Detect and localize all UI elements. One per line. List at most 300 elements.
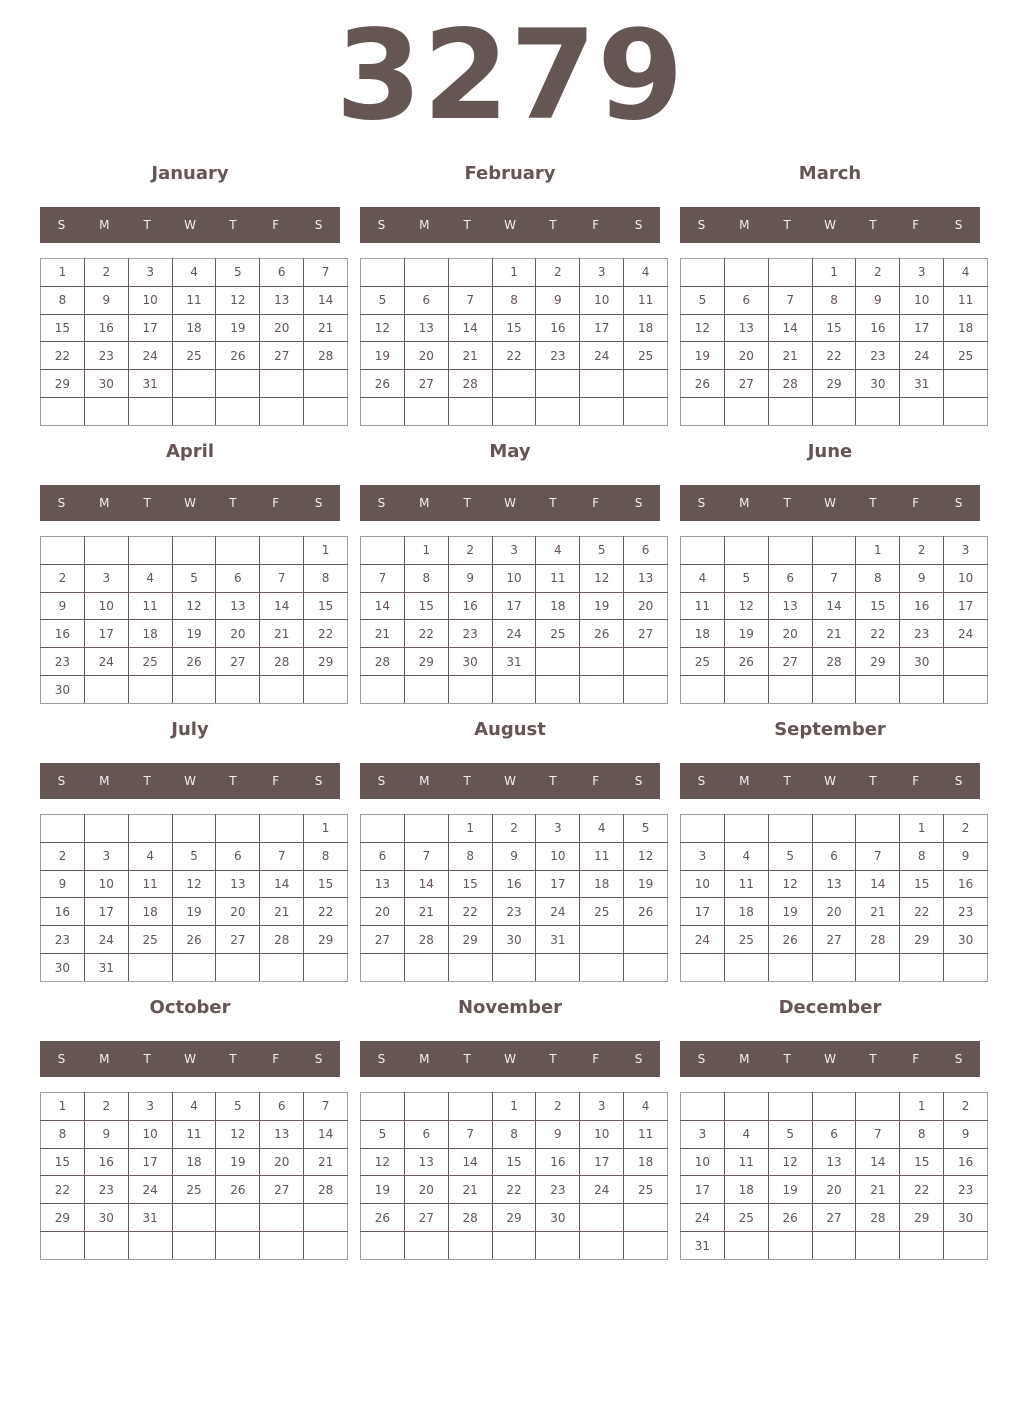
day-cell: 3 bbox=[128, 259, 172, 287]
day-cell: 7 bbox=[304, 259, 348, 287]
weekday-label: W bbox=[824, 496, 836, 510]
day-cell bbox=[856, 1232, 900, 1260]
weekday-header-bar bbox=[40, 763, 340, 799]
weekday-label: W bbox=[504, 774, 516, 788]
day-cell bbox=[724, 954, 768, 982]
day-cell: 3 bbox=[492, 537, 536, 565]
weekday-label: S bbox=[954, 496, 963, 510]
month-title: September bbox=[774, 719, 886, 740]
weekday-label: S bbox=[57, 1052, 66, 1066]
day-cell bbox=[41, 398, 85, 426]
day-cell: 26 bbox=[681, 370, 725, 398]
day-cell: 26 bbox=[768, 1204, 812, 1232]
day-cell bbox=[681, 954, 725, 982]
day-cell: 11 bbox=[681, 592, 725, 620]
day-cell: 17 bbox=[536, 870, 580, 898]
day-cell: 22 bbox=[41, 1176, 85, 1204]
day-cell bbox=[361, 398, 405, 426]
weekday-header-bar bbox=[40, 207, 340, 243]
day-cell: 4 bbox=[536, 537, 580, 565]
weekday-label: S bbox=[634, 496, 643, 510]
day-cell: 5 bbox=[580, 537, 624, 565]
day-cell: 12 bbox=[216, 1120, 260, 1148]
day-cell: 29 bbox=[900, 926, 944, 954]
day-cell: 7 bbox=[768, 286, 812, 314]
day-cell: 8 bbox=[448, 842, 492, 870]
day-cell bbox=[812, 398, 856, 426]
day-cell: 8 bbox=[856, 564, 900, 592]
day-cell: 22 bbox=[304, 620, 348, 648]
week-row bbox=[361, 1093, 668, 1121]
day-cell: 27 bbox=[216, 926, 260, 954]
day-cell: 21 bbox=[856, 898, 900, 926]
weekday-label: T bbox=[463, 218, 471, 232]
day-cell bbox=[681, 259, 725, 287]
weekday-label: T bbox=[869, 496, 877, 510]
day-cell bbox=[260, 398, 304, 426]
day-cell bbox=[260, 370, 304, 398]
day-cell: 31 bbox=[128, 370, 172, 398]
day-cell bbox=[536, 648, 580, 676]
day-cell: 24 bbox=[536, 898, 580, 926]
day-cell: 6 bbox=[216, 564, 260, 592]
day-cell: 29 bbox=[448, 926, 492, 954]
day-cell: 11 bbox=[944, 286, 988, 314]
weekday-label: S bbox=[57, 496, 66, 510]
day-cell: 5 bbox=[724, 564, 768, 592]
day-cell: 25 bbox=[580, 898, 624, 926]
weekday-label: F bbox=[912, 774, 920, 788]
day-cell: 25 bbox=[536, 620, 580, 648]
day-cell bbox=[856, 954, 900, 982]
day-grid bbox=[680, 1092, 988, 1260]
weekday-label: W bbox=[504, 1052, 516, 1066]
day-cell: 7 bbox=[260, 842, 304, 870]
weekday-label: W bbox=[824, 218, 836, 232]
day-cell bbox=[216, 1232, 260, 1260]
day-cell bbox=[900, 398, 944, 426]
day-cell: 30 bbox=[41, 676, 85, 704]
day-cell bbox=[624, 370, 668, 398]
day-cell bbox=[84, 815, 128, 843]
day-cell: 22 bbox=[448, 898, 492, 926]
day-cell: 14 bbox=[304, 286, 348, 314]
day-cell: 17 bbox=[900, 314, 944, 342]
day-cell: 10 bbox=[492, 564, 536, 592]
weekday-header-bar bbox=[360, 485, 660, 521]
day-cell: 10 bbox=[580, 1120, 624, 1148]
day-cell: 10 bbox=[580, 286, 624, 314]
day-cell: 29 bbox=[41, 370, 85, 398]
day-cell: 29 bbox=[856, 648, 900, 676]
weekday-label: T bbox=[463, 496, 471, 510]
day-cell bbox=[812, 1093, 856, 1121]
day-cell: 26 bbox=[580, 620, 624, 648]
day-cell bbox=[448, 398, 492, 426]
day-cell bbox=[536, 398, 580, 426]
weekday-label: W bbox=[184, 218, 196, 232]
day-cell: 16 bbox=[492, 870, 536, 898]
day-cell bbox=[172, 1204, 216, 1232]
day-cell: 20 bbox=[812, 1176, 856, 1204]
day-cell: 24 bbox=[944, 620, 988, 648]
day-cell: 11 bbox=[724, 870, 768, 898]
day-cell: 7 bbox=[856, 1120, 900, 1148]
weekday-label: S bbox=[697, 218, 706, 232]
day-cell: 15 bbox=[448, 870, 492, 898]
day-cell: 10 bbox=[536, 842, 580, 870]
day-cell: 25 bbox=[128, 926, 172, 954]
day-cell: 17 bbox=[681, 898, 725, 926]
day-cell bbox=[172, 537, 216, 565]
day-cell: 8 bbox=[900, 842, 944, 870]
day-cell: 5 bbox=[172, 842, 216, 870]
day-cell bbox=[944, 648, 988, 676]
day-cell: 15 bbox=[492, 314, 536, 342]
day-cell: 22 bbox=[492, 342, 536, 370]
week-row bbox=[361, 286, 668, 314]
day-cell: 16 bbox=[900, 592, 944, 620]
weekday-label: S bbox=[697, 774, 706, 788]
day-grid bbox=[360, 258, 668, 426]
day-cell: 5 bbox=[216, 259, 260, 287]
day-cell: 20 bbox=[260, 314, 304, 342]
day-cell: 20 bbox=[404, 1176, 448, 1204]
day-cell bbox=[216, 370, 260, 398]
day-cell: 18 bbox=[724, 898, 768, 926]
weekday-label: S bbox=[57, 774, 66, 788]
day-cell: 27 bbox=[361, 926, 405, 954]
week-row bbox=[681, 1120, 988, 1148]
weekday-label: T bbox=[143, 218, 151, 232]
day-cell: 25 bbox=[172, 342, 216, 370]
day-cell bbox=[216, 398, 260, 426]
day-cell bbox=[681, 398, 725, 426]
day-cell: 30 bbox=[41, 954, 85, 982]
day-cell: 21 bbox=[856, 1176, 900, 1204]
weekday-label: T bbox=[229, 774, 237, 788]
day-cell: 3 bbox=[944, 537, 988, 565]
day-cell: 3 bbox=[128, 1093, 172, 1121]
day-cell: 22 bbox=[41, 342, 85, 370]
weekday-label: W bbox=[824, 774, 836, 788]
weekday-label: S bbox=[954, 1052, 963, 1066]
week-row bbox=[361, 1176, 668, 1204]
day-cell: 19 bbox=[624, 870, 668, 898]
day-cell: 24 bbox=[900, 342, 944, 370]
day-cell: 14 bbox=[768, 314, 812, 342]
day-cell: 21 bbox=[768, 342, 812, 370]
weekday-label: S bbox=[57, 218, 66, 232]
day-cell bbox=[404, 398, 448, 426]
day-cell: 6 bbox=[260, 259, 304, 287]
day-cell bbox=[404, 1232, 448, 1260]
day-cell: 1 bbox=[304, 537, 348, 565]
day-cell: 24 bbox=[84, 926, 128, 954]
day-cell bbox=[84, 537, 128, 565]
week-row bbox=[41, 1232, 348, 1260]
day-cell: 25 bbox=[944, 342, 988, 370]
day-cell bbox=[260, 537, 304, 565]
weekday-label: M bbox=[419, 1052, 430, 1066]
weekday-header-bar bbox=[360, 1041, 660, 1077]
day-cell: 5 bbox=[172, 564, 216, 592]
weekday-label: F bbox=[272, 218, 280, 232]
week-row bbox=[41, 954, 348, 982]
day-cell: 4 bbox=[172, 1093, 216, 1121]
day-cell: 4 bbox=[724, 842, 768, 870]
week-row bbox=[361, 370, 668, 398]
day-cell: 21 bbox=[260, 898, 304, 926]
day-cell: 13 bbox=[812, 870, 856, 898]
day-cell: 21 bbox=[304, 1148, 348, 1176]
day-cell bbox=[681, 676, 725, 704]
day-cell: 9 bbox=[536, 1120, 580, 1148]
week-row bbox=[41, 926, 348, 954]
day-cell: 17 bbox=[681, 1176, 725, 1204]
day-cell: 8 bbox=[900, 1120, 944, 1148]
day-cell: 4 bbox=[128, 842, 172, 870]
day-cell bbox=[900, 1232, 944, 1260]
weekday-header-bar bbox=[360, 207, 660, 243]
day-cell: 11 bbox=[624, 286, 668, 314]
week-row bbox=[361, 620, 668, 648]
day-cell: 26 bbox=[216, 1176, 260, 1204]
day-cell: 10 bbox=[681, 870, 725, 898]
day-cell bbox=[304, 676, 348, 704]
week-row bbox=[361, 1148, 668, 1176]
day-cell: 26 bbox=[172, 926, 216, 954]
weekday-label: M bbox=[739, 1052, 750, 1066]
day-cell bbox=[580, 370, 624, 398]
day-cell bbox=[304, 398, 348, 426]
day-cell bbox=[448, 259, 492, 287]
day-cell: 9 bbox=[856, 286, 900, 314]
weekday-label: F bbox=[272, 774, 280, 788]
day-cell: 18 bbox=[624, 314, 668, 342]
day-cell: 26 bbox=[172, 648, 216, 676]
day-cell: 30 bbox=[900, 648, 944, 676]
day-cell: 24 bbox=[128, 1176, 172, 1204]
day-cell bbox=[624, 926, 668, 954]
day-cell: 10 bbox=[900, 286, 944, 314]
week-row bbox=[681, 342, 988, 370]
week-row bbox=[41, 314, 348, 342]
day-cell: 12 bbox=[580, 564, 624, 592]
month-title: March bbox=[798, 163, 862, 184]
day-cell: 19 bbox=[172, 620, 216, 648]
day-cell bbox=[128, 398, 172, 426]
day-cell bbox=[768, 259, 812, 287]
day-cell: 1 bbox=[448, 815, 492, 843]
day-cell bbox=[448, 676, 492, 704]
weekday-label: M bbox=[99, 1052, 110, 1066]
day-cell: 3 bbox=[900, 259, 944, 287]
day-cell: 12 bbox=[624, 842, 668, 870]
day-cell bbox=[492, 676, 536, 704]
weekday-label: S bbox=[377, 774, 386, 788]
day-cell: 3 bbox=[536, 815, 580, 843]
day-cell bbox=[624, 676, 668, 704]
weekday-label: M bbox=[739, 218, 750, 232]
day-cell: 27 bbox=[812, 1204, 856, 1232]
day-cell: 31 bbox=[681, 1232, 725, 1260]
day-cell bbox=[84, 676, 128, 704]
day-cell: 30 bbox=[856, 370, 900, 398]
day-cell: 7 bbox=[304, 1093, 348, 1121]
week-row bbox=[681, 259, 988, 287]
day-cell: 9 bbox=[944, 842, 988, 870]
week-row bbox=[681, 815, 988, 843]
day-cell bbox=[681, 815, 725, 843]
day-cell bbox=[492, 1232, 536, 1260]
day-cell: 1 bbox=[304, 815, 348, 843]
week-row bbox=[361, 314, 668, 342]
day-cell: 19 bbox=[361, 342, 405, 370]
day-cell bbox=[856, 398, 900, 426]
day-cell bbox=[84, 1232, 128, 1260]
day-cell bbox=[172, 1232, 216, 1260]
day-cell bbox=[361, 259, 405, 287]
day-cell: 15 bbox=[856, 592, 900, 620]
day-cell: 16 bbox=[944, 1148, 988, 1176]
day-cell: 11 bbox=[172, 286, 216, 314]
day-cell bbox=[492, 954, 536, 982]
day-cell bbox=[304, 954, 348, 982]
day-cell: 25 bbox=[128, 648, 172, 676]
day-cell: 24 bbox=[580, 342, 624, 370]
day-cell: 28 bbox=[260, 926, 304, 954]
day-cell: 9 bbox=[944, 1120, 988, 1148]
day-cell bbox=[404, 954, 448, 982]
day-cell: 23 bbox=[856, 342, 900, 370]
day-cell: 19 bbox=[724, 620, 768, 648]
week-row bbox=[41, 370, 348, 398]
day-cell: 18 bbox=[624, 1148, 668, 1176]
day-cell bbox=[260, 1204, 304, 1232]
day-cell: 7 bbox=[812, 564, 856, 592]
weekday-label: S bbox=[634, 774, 643, 788]
day-cell: 8 bbox=[304, 842, 348, 870]
day-cell: 3 bbox=[580, 259, 624, 287]
day-cell bbox=[768, 1093, 812, 1121]
month-title: April bbox=[165, 441, 215, 462]
day-cell: 17 bbox=[128, 314, 172, 342]
weekday-label: F bbox=[592, 496, 600, 510]
day-cell bbox=[216, 954, 260, 982]
day-cell: 26 bbox=[361, 370, 405, 398]
day-cell: 23 bbox=[944, 898, 988, 926]
weekday-header-bar bbox=[680, 485, 980, 521]
weekday-label: S bbox=[314, 1052, 323, 1066]
week-row bbox=[361, 842, 668, 870]
day-cell bbox=[536, 954, 580, 982]
day-cell: 29 bbox=[304, 648, 348, 676]
day-cell: 15 bbox=[900, 870, 944, 898]
day-cell: 8 bbox=[41, 1120, 85, 1148]
day-cell: 28 bbox=[404, 926, 448, 954]
weekday-label: S bbox=[377, 496, 386, 510]
day-cell: 13 bbox=[216, 592, 260, 620]
day-cell: 14 bbox=[260, 592, 304, 620]
day-cell: 20 bbox=[260, 1148, 304, 1176]
day-cell bbox=[404, 815, 448, 843]
weekday-label: S bbox=[634, 218, 643, 232]
day-cell: 27 bbox=[260, 342, 304, 370]
weekday-label: W bbox=[504, 218, 516, 232]
day-cell bbox=[172, 398, 216, 426]
day-cell bbox=[536, 676, 580, 704]
week-row bbox=[41, 286, 348, 314]
day-cell: 7 bbox=[856, 842, 900, 870]
week-row bbox=[361, 537, 668, 565]
day-cell: 23 bbox=[84, 342, 128, 370]
day-cell: 27 bbox=[812, 926, 856, 954]
weekday-label: F bbox=[272, 1052, 280, 1066]
day-cell bbox=[724, 259, 768, 287]
day-cell: 21 bbox=[260, 620, 304, 648]
day-cell bbox=[944, 1232, 988, 1260]
week-row bbox=[681, 286, 988, 314]
weekday-label: M bbox=[739, 496, 750, 510]
day-cell: 26 bbox=[216, 342, 260, 370]
weekday-label: T bbox=[549, 774, 557, 788]
weekday-label: F bbox=[912, 496, 920, 510]
day-cell: 17 bbox=[944, 592, 988, 620]
day-cell: 30 bbox=[84, 370, 128, 398]
day-cell: 20 bbox=[404, 342, 448, 370]
weekday-label: F bbox=[592, 218, 600, 232]
day-cell: 13 bbox=[768, 592, 812, 620]
day-cell: 19 bbox=[216, 1148, 260, 1176]
day-grid bbox=[360, 536, 668, 704]
month-title: December bbox=[778, 997, 882, 1018]
day-cell: 5 bbox=[216, 1093, 260, 1121]
day-cell: 20 bbox=[624, 592, 668, 620]
day-cell bbox=[580, 676, 624, 704]
day-grid bbox=[680, 814, 988, 982]
day-cell: 23 bbox=[448, 620, 492, 648]
week-row bbox=[41, 537, 348, 565]
day-cell bbox=[580, 954, 624, 982]
day-cell: 14 bbox=[448, 1148, 492, 1176]
day-cell: 25 bbox=[624, 342, 668, 370]
day-cell: 20 bbox=[724, 342, 768, 370]
week-row bbox=[681, 870, 988, 898]
day-cell bbox=[260, 1232, 304, 1260]
day-cell: 13 bbox=[404, 1148, 448, 1176]
day-cell: 2 bbox=[944, 815, 988, 843]
week-row bbox=[41, 259, 348, 287]
day-cell: 15 bbox=[404, 592, 448, 620]
day-cell: 3 bbox=[580, 1093, 624, 1121]
day-cell: 15 bbox=[41, 1148, 85, 1176]
day-cell bbox=[724, 1232, 768, 1260]
day-cell: 21 bbox=[304, 314, 348, 342]
day-cell: 11 bbox=[536, 564, 580, 592]
day-cell: 16 bbox=[536, 314, 580, 342]
weekday-label: W bbox=[824, 1052, 836, 1066]
day-cell: 13 bbox=[404, 314, 448, 342]
day-cell bbox=[361, 815, 405, 843]
week-row bbox=[361, 564, 668, 592]
weekday-label: S bbox=[697, 496, 706, 510]
day-cell: 6 bbox=[260, 1093, 304, 1121]
weekday-label: T bbox=[229, 1052, 237, 1066]
day-cell: 29 bbox=[812, 370, 856, 398]
day-cell: 27 bbox=[404, 1204, 448, 1232]
day-cell bbox=[812, 537, 856, 565]
